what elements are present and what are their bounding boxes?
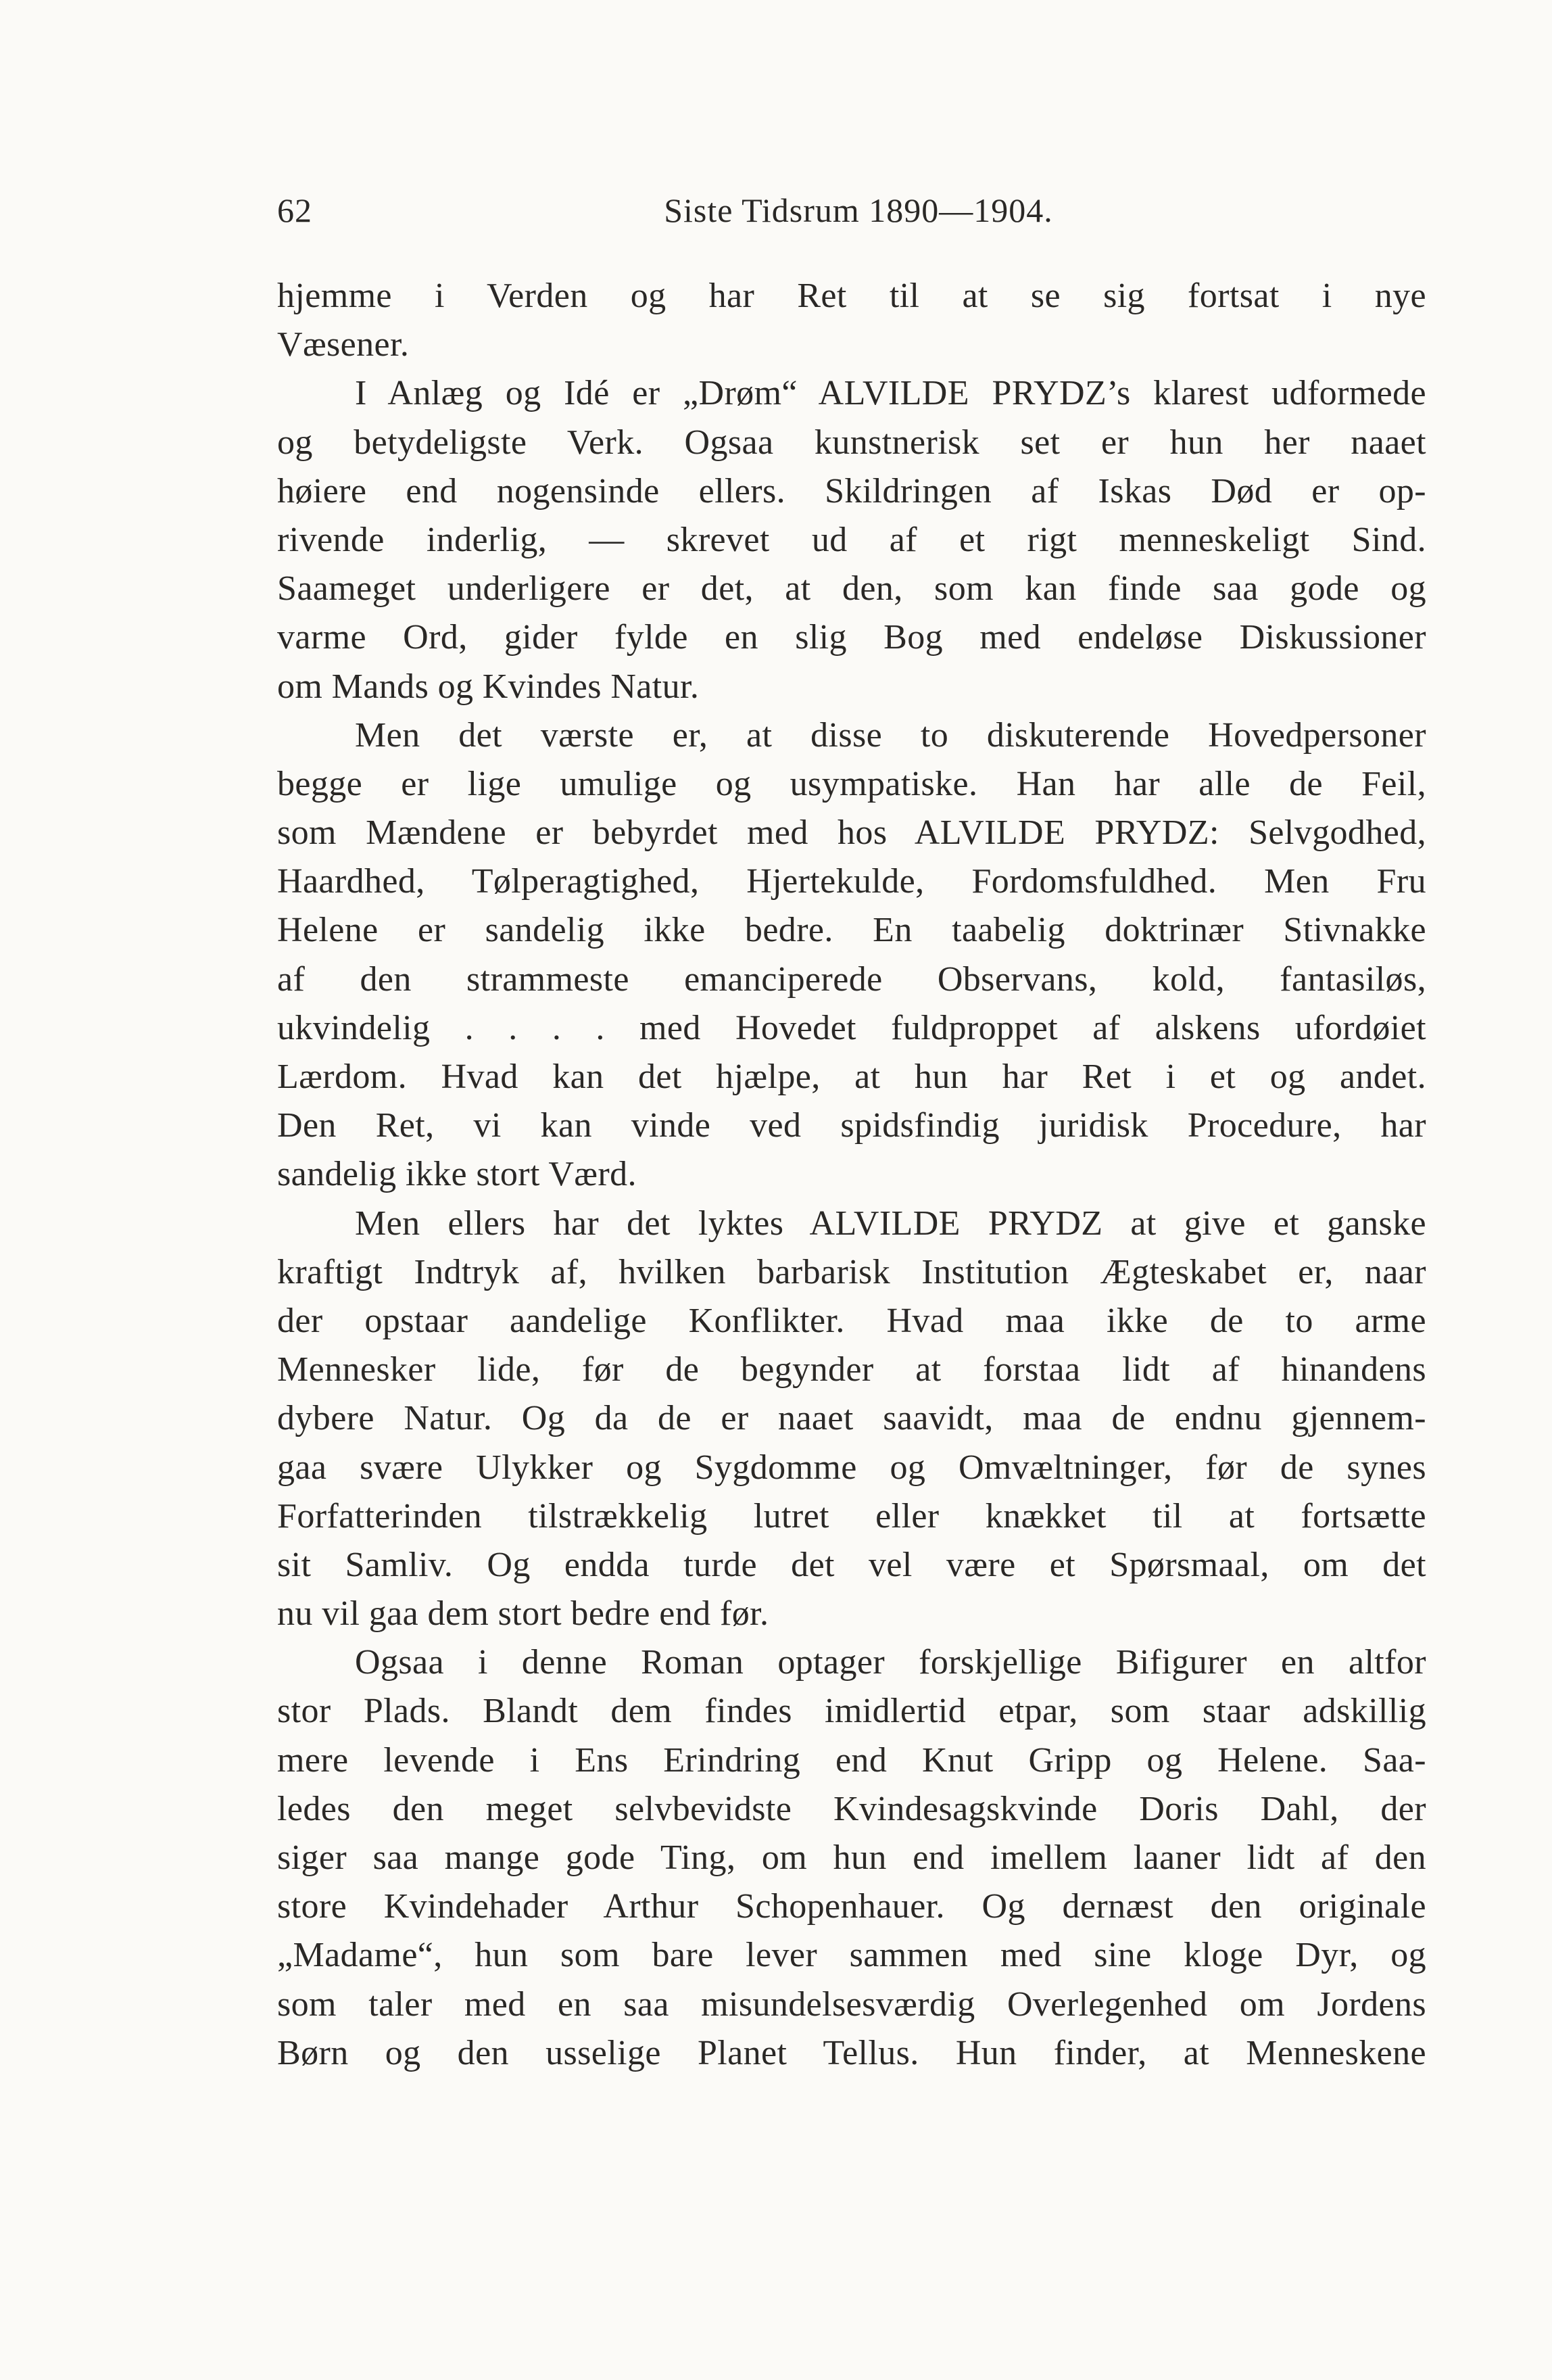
text-line: Væsener. bbox=[277, 325, 410, 364]
text-line: varme Ord, gider fylde en slig Bog med endeløse Diskussioner bbox=[277, 618, 1426, 657]
text-line: ledes den meget selvbevidste Kvindesagskvinde Doris Dahl, der bbox=[277, 1789, 1426, 1828]
text-line: Men ellers har det lyktes ALVILDE PRYDZ at give et ganske bbox=[355, 1204, 1426, 1243]
text-line: Lærdom. Hvad kan det hjælpe, at hun har Ret i et og andet. bbox=[277, 1057, 1426, 1096]
page-header bbox=[277, 191, 1440, 238]
text-line: begge er lige umulige og usympatiske. Han har alle de Feil, bbox=[277, 764, 1426, 803]
text-line: Ogsaa i denne Roman optager forskjellige Bifigurer en altfor bbox=[355, 1643, 1426, 1682]
text-line: „Madame“, hun som bare lever sammen med sine kloge Dyr, og bbox=[277, 1936, 1426, 1975]
text-line: rivende inderlig, — skrevet ud af et rigt menneskeligt Sind. bbox=[277, 520, 1426, 559]
text-line: nu vil gaa dem stort bedre end før. bbox=[277, 1594, 769, 1634]
text-line: dybere Natur. Og da de er naaet saavidt, maa de endnu gjennem- bbox=[277, 1399, 1426, 1438]
text-line: Helene er sandelig ikke bedre. En taabelig doktrinær Stivnakke bbox=[277, 911, 1426, 950]
text-line: I Anlæg og Idé er „Drøm“ ALVILDE PRYDZ’s klarest udformede bbox=[355, 374, 1426, 413]
text-line: stor Plads. Blandt dem findes imidlertid etpar, som staar adskillig bbox=[277, 1692, 1426, 1731]
text-line: kraftigt Indtryk af, hvilken barbarisk Institution Ægteskabet er, naar bbox=[277, 1252, 1426, 1291]
text-line: som taler med en saa misundelsesværdig Overlegenhed om Jordens bbox=[277, 1984, 1426, 2024]
text-line: store Kvindehader Arthur Schopenhauer. Og dernæst den originale bbox=[277, 1887, 1426, 1926]
text-line: sandelig ikke stort Værd. bbox=[277, 1155, 637, 1194]
text-line: hjemme i Verden og har Ret til at se sig fortsat i nye bbox=[277, 277, 1426, 315]
page-number: 62 bbox=[277, 191, 312, 229]
text-line: af den strammeste emanciperede Observans, kold, fantasiløs, bbox=[277, 959, 1426, 999]
text-line: og betydeligste Verk. Ogsaa kunstnerisk set er hun her naaet bbox=[277, 423, 1426, 462]
text-line: mere levende i Ens Erindring end Knut Gripp og Helene. Saa- bbox=[277, 1740, 1426, 1780]
text-line: sit Samliv. Og endda turde det vel være et Spørsmaal, om det bbox=[277, 1545, 1426, 1584]
text-line: Men det værste er, at disse to diskuterende Hovedpersoner bbox=[355, 715, 1426, 755]
text-line: der opstaar aandelige Konflikter. Hvad maa ikke de to arme bbox=[277, 1301, 1426, 1340]
text-line: siger saa mange gode Ting, om hun end imellem laaner lidt af den bbox=[277, 1838, 1426, 1877]
text-line: Saameget underligere er det, at den, som kan finde saa gode og bbox=[277, 569, 1426, 609]
text-line: Mennesker lide, før de begynder at forstaa lidt af hinandens bbox=[277, 1350, 1426, 1389]
body-text bbox=[277, 272, 1426, 2078]
text-line: gaa svære Ulykker og Sygdomme og Omvæltninger, før de synes bbox=[277, 1448, 1426, 1487]
text-line: om Mands og Kvindes Natur. bbox=[277, 667, 700, 706]
text-line: Forfatterinden tilstrækkelig lutret eller knækket til at fortsætte bbox=[277, 1496, 1426, 1536]
text-line: Haardhed, Tølperagtighed, Hjertekulde, Fordomsfuldhed. Men Fru bbox=[277, 862, 1426, 901]
text-line: Børn og den usselige Planet Tellus. Hun finder, at Menneskene bbox=[277, 2033, 1426, 2072]
text-line: ukvindelig . . . . med Hovedet fuldproppet af alskens ufordøiet bbox=[277, 1008, 1426, 1047]
running-head: Siste Tidsrum 1890—1904. bbox=[664, 191, 1053, 229]
text-line: høiere end nogensinde ellers. Skildringen af Iskas Død er op- bbox=[277, 471, 1426, 510]
text-line: Den Ret, vi kan vinde ved spidsfindig juridisk Procedure, har bbox=[277, 1106, 1426, 1145]
text-line: som Mændene er bebyrdet med hos ALVILDE PRYDZ: Selvgodhed, bbox=[277, 813, 1426, 853]
